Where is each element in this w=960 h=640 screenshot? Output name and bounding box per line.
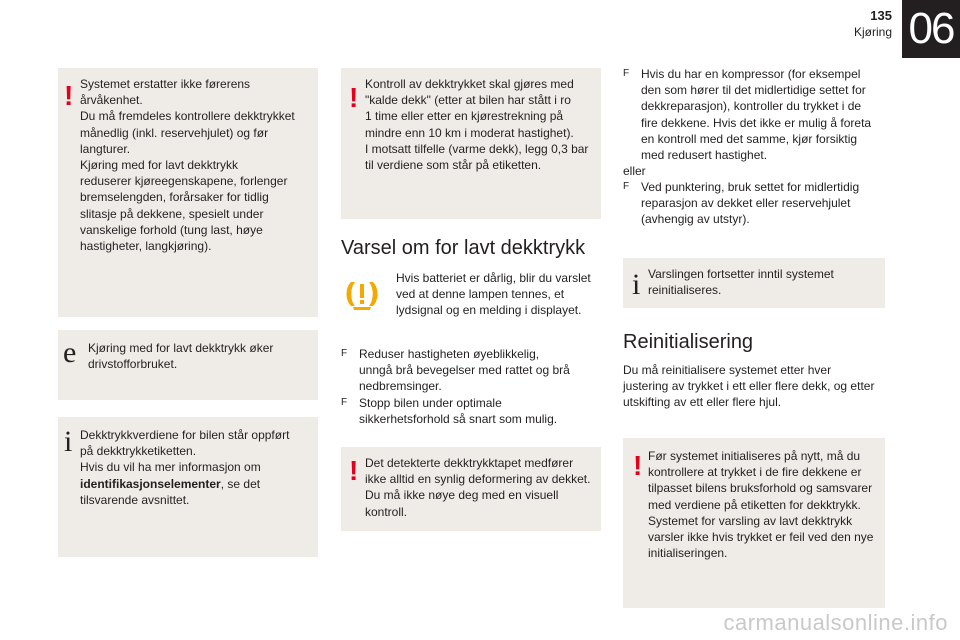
heading-reinitialisation: Reinitialisering xyxy=(623,331,754,353)
text-line: årvåkenhet. xyxy=(80,93,143,108)
text-line: reinitialiseres. xyxy=(648,283,722,298)
text-line: Det detekterte dekktrykktapet medfører xyxy=(365,456,574,470)
text-line: vanskelige forhold (tung last, høye xyxy=(80,222,263,237)
text-line: unngå brå bevegelser med rattet og brå xyxy=(359,363,570,378)
info-box-until-reset xyxy=(623,258,885,308)
text-line: Kontroll av dekktrykket skal gjøres med xyxy=(365,77,574,91)
bullet-marker: F xyxy=(623,181,630,192)
eco-box-consumption xyxy=(58,330,318,400)
text-line: Varslingen fortsetter inntil systemet xyxy=(648,267,834,281)
warning-exclamation-icon: ! xyxy=(349,82,359,113)
tyre-pressure-warning-lamp-icon xyxy=(342,274,382,314)
bullet-marker: F xyxy=(341,397,348,408)
text-line: Reduser hastigheten øyeblikkelig, xyxy=(359,347,540,361)
text-line: Systemet erstatter ikke førerens xyxy=(80,77,251,91)
warning-box-cold-tyres xyxy=(341,68,601,219)
bullet-marker: F xyxy=(341,348,348,359)
reinitialisation-paragraph xyxy=(623,362,888,411)
text-line: justering av trykket i ett eller flere dekk, og etter xyxy=(623,379,875,394)
text-line xyxy=(80,476,316,492)
text-line: initialiseringen. xyxy=(648,546,728,561)
text-line: en kontroll med det samme, kjør forsiktig xyxy=(641,131,858,146)
text-line: slitasje på dekkene, spesielt under xyxy=(80,206,264,221)
text-line: (avhengig av utstyr). xyxy=(641,212,750,227)
bullet-puncture xyxy=(623,179,888,228)
text-line: varsler ikke hvis trykket er feil ved den nye xyxy=(648,530,874,545)
watermark: carmanualsonline.info xyxy=(723,610,948,635)
text-line: kontrollere at trykket i de fire dekkene er xyxy=(648,465,862,480)
text-line: sikkerhetsforhold så snart som mulig. xyxy=(359,412,558,427)
text-line: drivstofforbruket. xyxy=(88,357,178,372)
warning-box-visual-check xyxy=(341,447,601,531)
text-line: 1 time eller etter en kjørestrekning på xyxy=(365,109,564,124)
text-line: utskifting av ett eller flere hjul. xyxy=(623,395,782,410)
text-line: ikke alltid en synlig deformering av dekket. xyxy=(365,472,591,487)
eco-box-text xyxy=(88,340,314,372)
warning-box-alertness xyxy=(58,68,318,317)
text-line: den som hører til det midlertidige settet for xyxy=(641,83,866,98)
or-text: eller xyxy=(623,164,646,178)
text-line: hastigheter, langkjøring). xyxy=(80,239,212,254)
info-box-text xyxy=(648,266,882,298)
bullet-reduce-speed xyxy=(341,346,601,395)
text-line: dekkreparasjon), kontroller du trykket i de xyxy=(641,99,862,114)
text-line: Du må fremdeles kontrollere dekktrykket xyxy=(80,109,295,124)
warning-exclamation-icon: ! xyxy=(633,450,643,481)
text-line: Ved punktering, bruk settet for midlertidig xyxy=(641,180,860,194)
warning-box-text xyxy=(80,76,316,254)
warning-lamp-description xyxy=(396,270,601,319)
text-line: "kalde dekk" (etter at bilen har stått i ro xyxy=(365,93,571,108)
text-line: Kjøring med for lavt dekktrykk xyxy=(80,158,239,173)
chapter-badge: 06 xyxy=(902,0,960,58)
text-line: Du må reinitialisere systemet etter hver xyxy=(623,363,832,377)
warning-exclamation-icon: ! xyxy=(349,455,359,486)
text-fragment: , se det xyxy=(220,476,261,491)
warning-box-text xyxy=(648,448,882,561)
text-line: med verdiene på etiketten for dekktrykk. xyxy=(648,497,861,512)
text-line: Hvis batteriet er dårlig, blir du varslet xyxy=(396,271,591,285)
bullet-marker: F xyxy=(623,68,630,79)
warning-box-text xyxy=(365,76,599,173)
text-line: Før systemet initialiseres på nytt, må du xyxy=(648,449,861,463)
text-line: til verdiene som står på etiketten. xyxy=(365,158,542,173)
text-line: med redusert hastighet. xyxy=(641,148,768,163)
warning-box-text xyxy=(365,455,599,520)
heading-low-pressure-warning: Varsel om for lavt dekktrykk xyxy=(341,237,586,259)
text-line: tilpasset bilens bruksforhold og samsvarer xyxy=(648,481,873,496)
bullet-stop-car xyxy=(341,395,601,427)
text-line: Systemet for varsling av lavt dekktrykk xyxy=(648,513,853,528)
text-line: nedbremsinger. xyxy=(359,379,442,394)
text-line: reparasjon av dekket eller reservehjulet xyxy=(641,196,851,211)
info-box-tyre-label xyxy=(58,417,318,557)
text-line: mindre enn 10 km i moderat hastighet). xyxy=(365,125,574,140)
bold-term: identifikasjonselementer xyxy=(80,476,221,491)
text-line: reduserer kjøreegenskapene, forlenger xyxy=(80,174,288,189)
text-line: langturer. xyxy=(80,141,131,156)
text-line: Hvis du har en kompressor (for eksempel xyxy=(641,67,861,81)
eco-leaf-icon: e xyxy=(63,336,77,369)
text-line: Du må ikke nøye deg med en visuell xyxy=(365,488,559,503)
text-line: I motsatt tilfelle (varme dekk), legg 0,3 bar xyxy=(365,141,589,156)
text-line: Hvis du vil ha mer informasjon om xyxy=(80,460,261,475)
warning-exclamation-icon: ! xyxy=(64,80,74,111)
warning-box-before-reset xyxy=(623,438,885,608)
info-box-text xyxy=(80,427,316,508)
text-line: fire dekkene. Hvis det ikke er mulig å foreta xyxy=(641,115,872,130)
section-title: Kjøring xyxy=(853,25,892,39)
page-number: 135 xyxy=(870,8,892,23)
text-line: bremselengden, forårsaker for tidlig xyxy=(80,190,269,205)
text-line: Stopp bilen under optimale xyxy=(359,396,502,410)
text-line: Kjøring med for lavt dekktrykk øker xyxy=(88,341,274,355)
text-line: kontroll. xyxy=(365,504,408,519)
text-line: månedlig (inkl. reservehjulet) og før xyxy=(80,125,269,140)
text-line: ved at denne lampen tennes, et xyxy=(396,287,565,302)
text-line: lydsignal og en melding i displayet. xyxy=(396,303,582,318)
text-line: tilsvarende avsnittet. xyxy=(80,492,190,507)
bullet-compressor xyxy=(623,66,888,163)
info-icon: i xyxy=(64,425,73,458)
info-icon: i xyxy=(632,268,641,301)
text-line: på dekktrykketiketten. xyxy=(80,444,197,459)
text-line: Dekktrykkverdiene for bilen står oppført xyxy=(80,428,290,442)
